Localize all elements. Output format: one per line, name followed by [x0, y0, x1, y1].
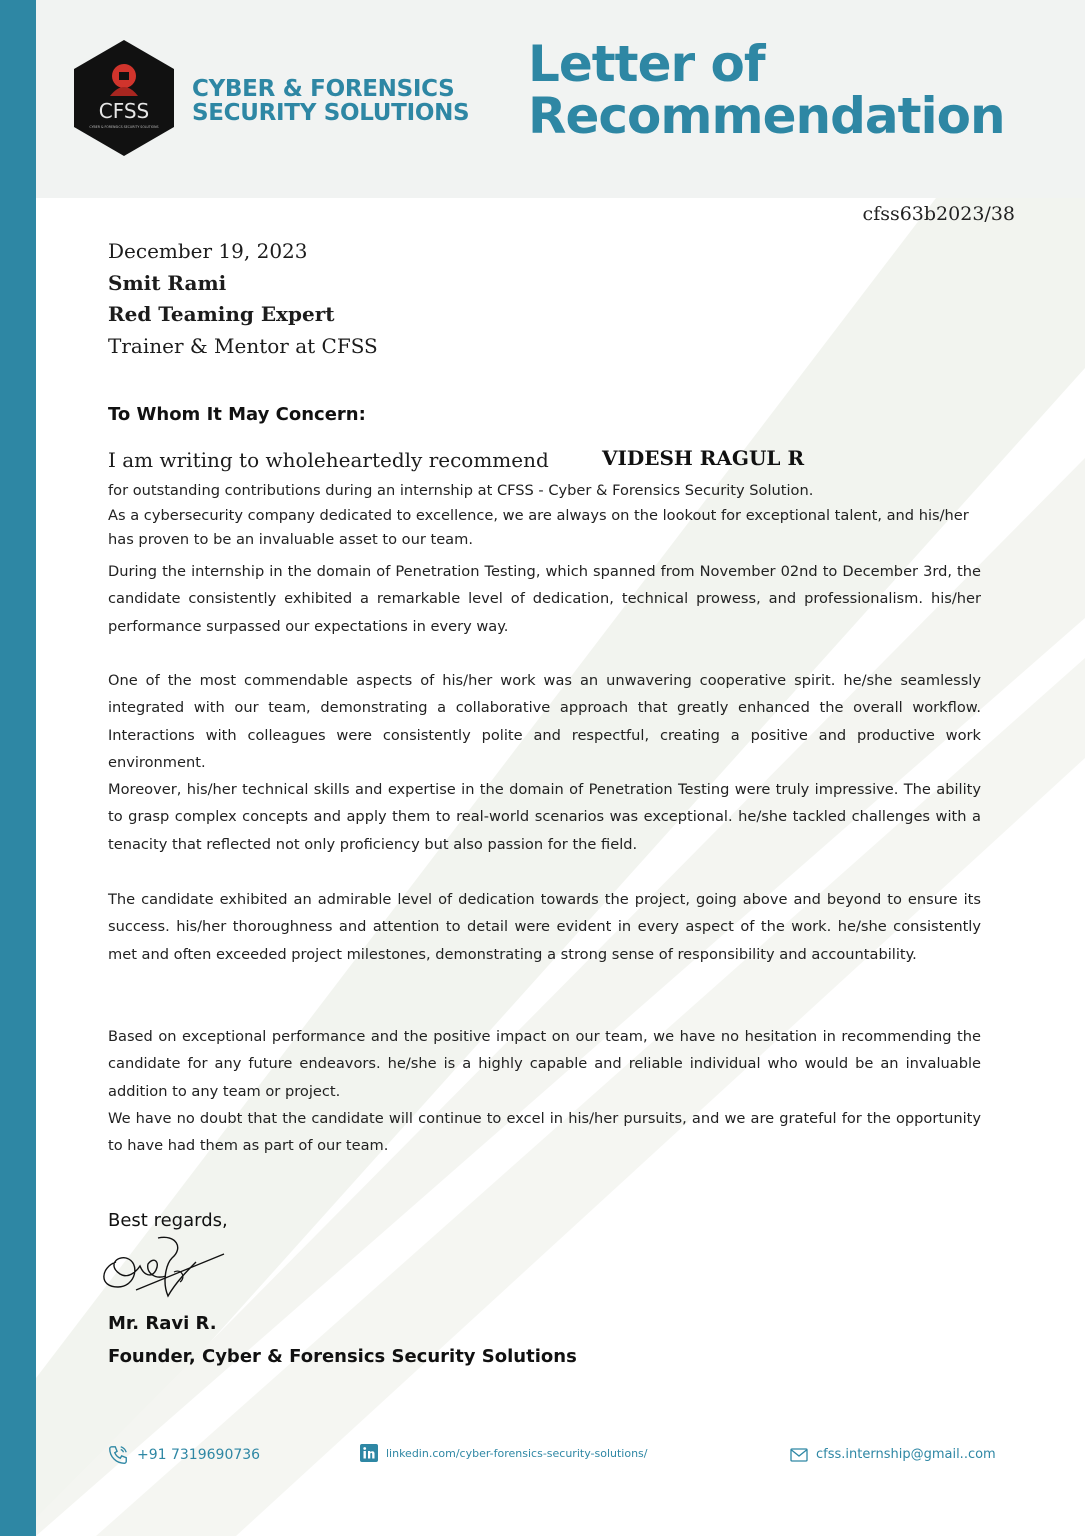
footer-linkedin[interactable] — [360, 1444, 647, 1462]
footer-phone[interactable] — [107, 1444, 260, 1466]
linkedin-icon — [360, 1444, 378, 1462]
company-name-line2: SECURITY SOLUTIONS — [192, 100, 470, 126]
handwritten-signature — [96, 1232, 226, 1306]
document-title-line2: Recommendation — [528, 87, 1005, 145]
svg-text:CYBER & FORENSICS SECURITY SOL: CYBER & FORENSICS SECURITY SOLUTIONS — [89, 125, 159, 129]
paragraph-dedication: The candidate exhibited an admirable level of dedication towards the project, going above and beyond to ensure its success. his/her thoroughness and attention to detail were evident in every aspect of the work. he/she consistently met and often exceeded project milestones, demonstrating a strong sense of responsibility and accountability. — [108, 891, 981, 963]
paragraph-closing: We have no doubt that the candidate will continue to excel in his/her pursuits, and we are grateful for the opportunity to have had them as part of our team. — [108, 1110, 981, 1155]
paragraph-intro-line1: for outstanding contributions during an internship at CFSS - Cyber & Forensics Security Solution. — [108, 482, 814, 499]
signer-name: Mr. Ravi R. — [108, 1313, 217, 1334]
company-name — [192, 77, 469, 125]
letter-date: December 19, 2023 — [108, 239, 308, 263]
email-address: cfss.internship@gmail..com — [816, 1447, 996, 1462]
svg-text:CFSS: CFSS — [98, 99, 150, 123]
intro-lead-text: I am writing to wholeheartedly recommend — [108, 448, 549, 472]
sender-block — [108, 236, 378, 362]
candidate-name: VIDESH RAGUL R — [602, 446, 805, 470]
reference-number: cfss63b2023/38 — [862, 203, 1015, 225]
footer-email[interactable] — [790, 1447, 996, 1462]
paragraph-intro — [108, 479, 981, 553]
mail-icon — [790, 1448, 808, 1462]
phone-number: +91 7319690736 — [137, 1447, 261, 1463]
paragraph-technical-skills: Moreover, his/her technical skills and expertise in the domain of Penetration Testing were truly impressive. The ability to grasp complex concepts and apply them to real-world scenarios was exceptional. he/she tackled challenges with a tenacity that reflected not only proficiency but also passion for the field. — [108, 781, 981, 853]
sender-name: Smit Rami — [108, 270, 227, 295]
paragraph-cooperation: One of the most commendable aspects of his/her work was an unwavering cooperative spirit. he/she seamlessly integrated with our team, demonstrating a collaborative approach that greatly enhanced the overall workflow. Interactions with colleagues were consistently polite and respectful, creating a positive and productive work environment. — [108, 672, 981, 771]
paragraph-internship: During the internship in the domain of Penetration Testing, which spanned from November 02nd to December 3rd, the candidate consistently exhibited a remarkable level of dedication, technical prowess, and professionalism. his/her performance surpassed our expectations in every way. — [108, 563, 981, 635]
sender-role: Red Teaming Expert — [108, 302, 335, 326]
intro-line — [108, 446, 988, 476]
cfss-logo — [70, 38, 178, 158]
document-title — [528, 35, 1005, 145]
sender-position: Trainer & Mentor at CFSS — [108, 333, 378, 358]
left-accent-bar — [0, 0, 36, 1536]
paragraph-recommendation: Based on exceptional performance and the positive impact on our team, we have no hesitation in recommending the candidate for any future endeavors. he/she is a highly capable and reliable individual who would be an invaluable addition to any team or project. — [108, 1028, 981, 1100]
closing-regards: Best regards, — [108, 1210, 228, 1231]
linkedin-url: linkedin.com/cyber-forensics-security-solutions/ — [386, 1446, 648, 1460]
signer-block — [108, 1307, 577, 1373]
phone-icon — [107, 1444, 129, 1466]
company-name-line1: CYBER & FORENSICS — [192, 76, 455, 102]
salutation: To Whom It May Concern: — [108, 404, 366, 425]
paragraph-intro-line2: As a cybersecurity company dedicated to excellence, we are always on the lookout for exceptional talent, and his/her has proven to be an invaluable asset to our team. — [108, 506, 969, 548]
document-title-line1: Letter of — [528, 35, 765, 93]
signer-title: Founder, Cyber & Forensics Security Solutions — [108, 1346, 577, 1367]
